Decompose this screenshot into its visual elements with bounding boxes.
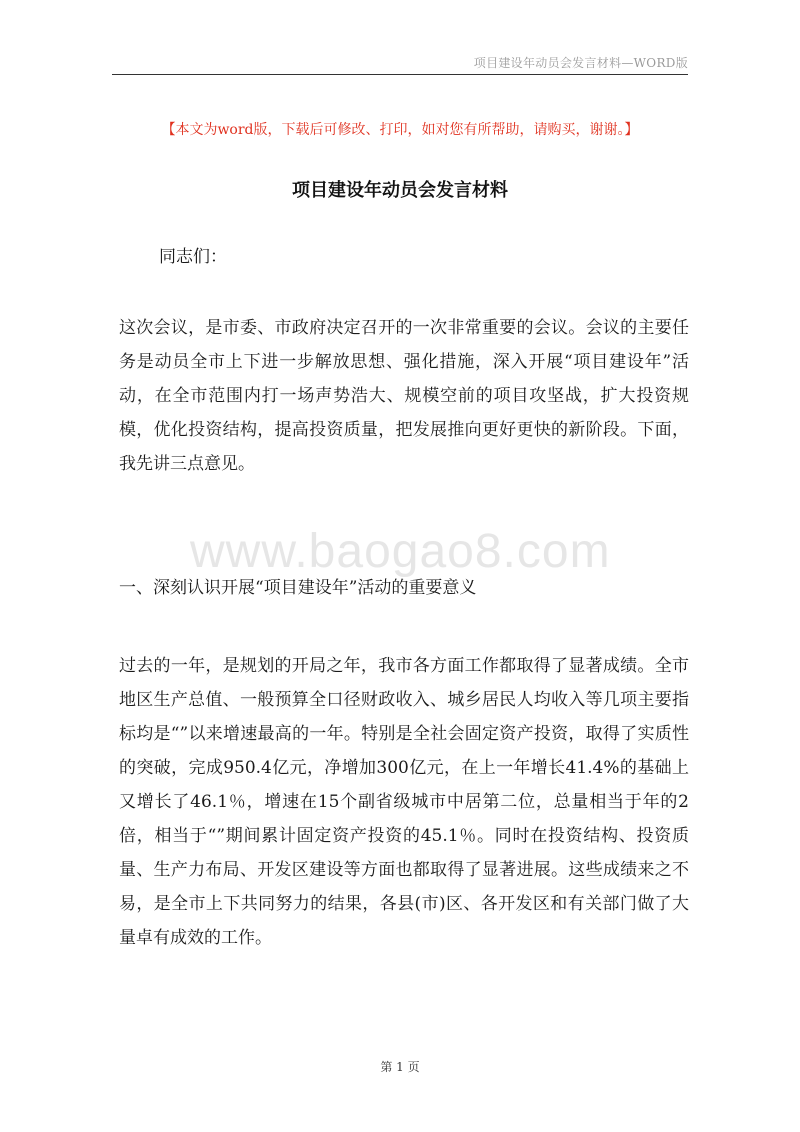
paragraph-intro: 这次会议，是市委、市政府决定召开的一次非常重要的会议。会议的主要任务是动员全市上下进一步解放思想、强化措施，深入开展“项目建设年”活动，在全市范围内打一场声势浩大、规模空前的项目攻坚战，扩大投资规模，优化投资结构，提高投资质量，把发展推向更好更快的新阶段。下面，我先讲三点意见。 — [119, 318, 689, 474]
salutation: 同志们： — [159, 247, 227, 267]
header-divider — [112, 74, 688, 75]
download-notice: 【本文为word版，下载后可修改、打印，如对您有所帮助，请购买，谢谢。】 — [161, 122, 639, 138]
section-heading-1: 一、深刻认识开展“项目建设年”活动的重要意义 — [119, 578, 477, 598]
page-number: 第 1 页 — [380, 1060, 420, 1074]
watermark: www.baogao8.com — [190, 525, 611, 578]
running-header-title: 项目建设年动员会发言材料—WORD版 — [473, 56, 688, 70]
paragraph-achievements: 过去的一年，是规划的开局之年，我市各方面工作都取得了显著成绩。全市地区生产总值、一般预算全口径财政收入、城乡居民人均收入等几项主要指标均是“”以来增速最高的一年。特别是全社会固定资产投资，取得了实质性的突破，完成950.4亿元，净增加300亿元，在上一年增长41.4%的基础上又增长了46.1％，增速在15个副省级城市中居第二位，总量相当于年的2倍，相当于“”期间累计固定资产投资的45.1％。同时在投资结构、投资质量、生产力布局、开发区建设等方面也都取得了显著进展。这些成绩来之不易，是全市上下共同努力的结果，各县(市)区、各开发区和有关部门做了大量卓有成效的工作。 — [119, 656, 689, 948]
document-title: 项目建设年动员会发言材料 — [292, 180, 508, 201]
